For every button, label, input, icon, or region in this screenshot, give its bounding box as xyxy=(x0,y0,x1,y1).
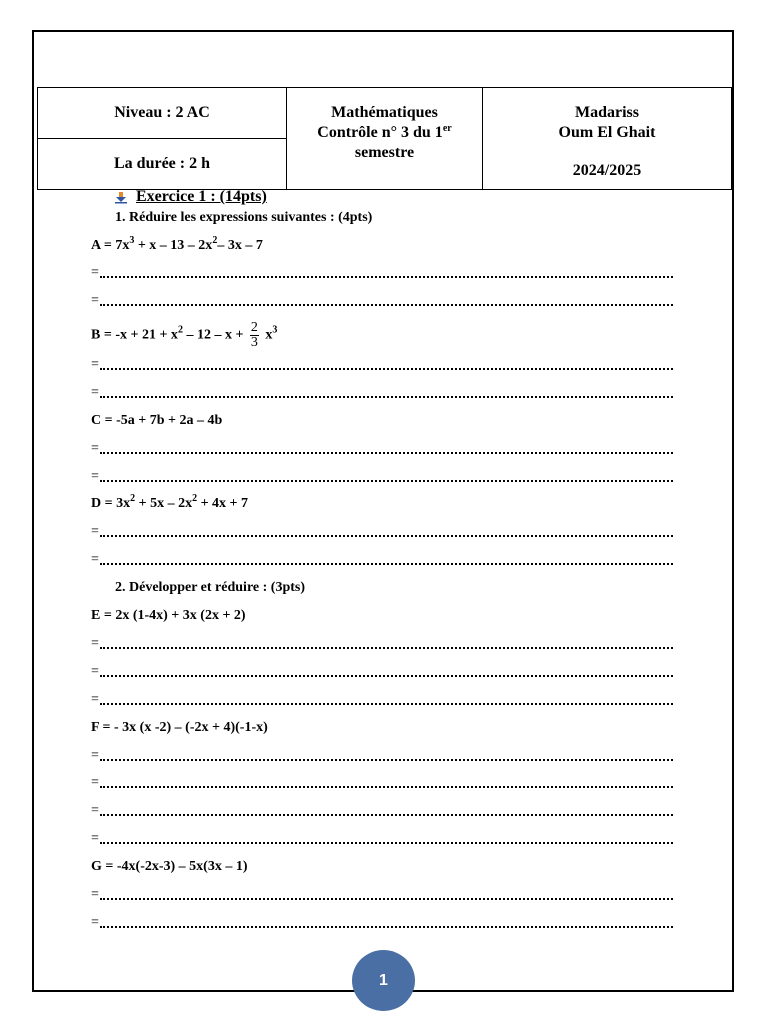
expression-a: $A = 7x^3 + x - 13 - 2x^2-$ 3x – 7 xyxy=(91,235,263,253)
answer-line[interactable]: = xyxy=(91,524,673,540)
expression-b: $B = -x + 21 + x^2 - 12 - x$ + $\frac{2}{3}$ $x^3$ xyxy=(91,320,278,350)
niveau-cell: Niveau : 2 AC xyxy=(38,88,287,139)
control-line: Contrôle n° 3 du 1er xyxy=(317,123,452,141)
expression-d: $D = 3x^2 + 5x - 2x^2 + 4x + 7$ xyxy=(91,493,249,511)
subject-title: Mathématiques xyxy=(331,104,438,121)
arrow-down-bullet-icon xyxy=(114,190,128,204)
answer-line[interactable]: = xyxy=(91,831,673,847)
answer-line[interactable]: = xyxy=(91,357,673,373)
answer-line[interactable]: = xyxy=(91,775,673,791)
header-table xyxy=(37,87,732,190)
school-name-line1: Madariss xyxy=(575,104,639,121)
exercise-title: Exercice 1 : (14pts) xyxy=(114,188,267,206)
answer-line[interactable]: = xyxy=(91,293,673,309)
answer-line[interactable]: = xyxy=(91,441,673,457)
answer-line[interactable]: = xyxy=(91,748,673,764)
expression-e: E = 2x (1-4x) + 3x (2x + 2) xyxy=(91,608,246,623)
answer-line[interactable]: = xyxy=(91,664,673,680)
fraction-two-thirds: $\frac{2}{3}$ xyxy=(250,320,258,350)
answer-line[interactable]: = xyxy=(91,552,673,568)
school-name-line2: Oum El Ghait xyxy=(558,124,656,141)
expression-f: F = - 3x (x -2) – (-2x + 4)(-1-x) xyxy=(91,720,268,735)
duree-cell: La durée : 2 h xyxy=(38,139,287,190)
part1-heading: 1. Réduire les expressions suivantes : (4pts) xyxy=(115,210,373,225)
answer-line[interactable]: = xyxy=(91,887,673,903)
semester-line: semestre xyxy=(354,144,415,161)
subject-cell xyxy=(287,88,483,190)
page-number-badge: 1 xyxy=(352,950,415,1011)
part2-heading: 2. Développer et réduire : (3pts) xyxy=(115,580,305,595)
answer-line[interactable]: = xyxy=(91,803,673,819)
school-cell xyxy=(483,88,732,190)
school-year: 2024/2025 xyxy=(572,162,642,179)
answer-line[interactable]: = xyxy=(91,265,673,281)
answer-line[interactable]: = xyxy=(91,385,673,401)
answer-line[interactable]: = xyxy=(91,636,673,652)
answer-line[interactable]: = xyxy=(91,692,673,708)
answer-line[interactable]: = xyxy=(91,915,673,931)
answer-line[interactable]: = xyxy=(91,469,673,485)
expression-g: G = -4x(-2x-3) – 5x(3x – 1) xyxy=(91,859,248,874)
expression-c: C = -5a + 7b + 2a – 4b xyxy=(91,413,223,428)
